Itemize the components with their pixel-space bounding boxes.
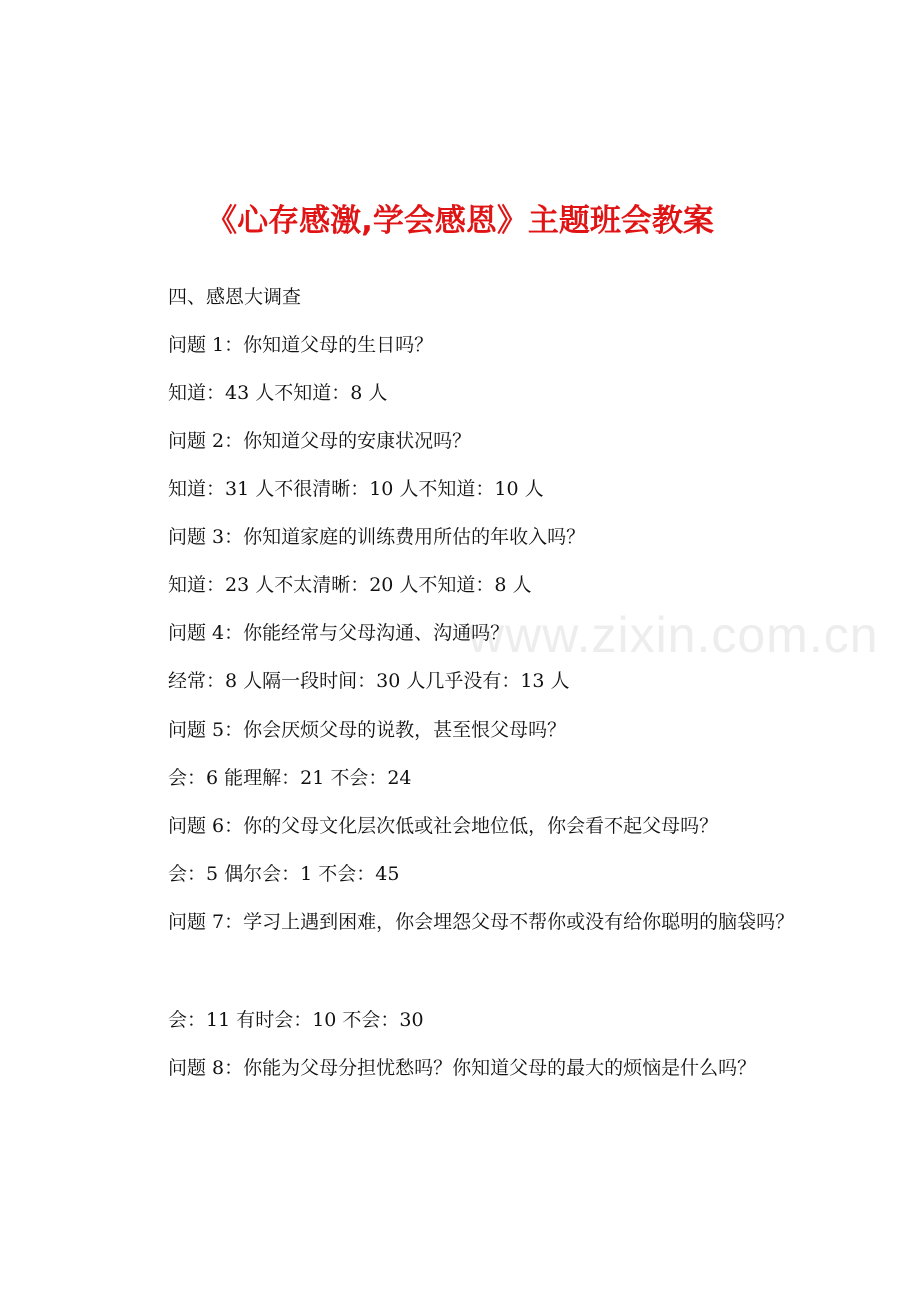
question-7: 问题 7：学习上遇到困难，你会埋怨父母不帮你或没有给你聪明的脑袋吗？ <box>168 911 795 933</box>
answer-2: 知道：31 人不很清晰：10 人不知道：10 人 <box>168 478 544 500</box>
answer-5: 会：6 能理解：21 不会：24 <box>168 767 412 789</box>
answer-1: 知道：43 人不知道：8 人 <box>168 382 388 404</box>
answer-7: 会：11 有时会：10 不会：30 <box>168 1009 424 1031</box>
question-6: 问题 6：你的父母文化层次低或社会地位低，你会看不起父母吗？ <box>168 815 719 837</box>
question-3: 问题 3：你知道家庭的训练费用所估的年收入吗？ <box>168 526 586 548</box>
watermark: www.zixin.com.cn <box>468 607 879 663</box>
question-8: 问题 8：你能为父母分担忧愁吗？你知道父母的最大的烦恼是什么吗？ <box>168 1057 757 1079</box>
question-5: 问题 5：你会厌烦父母的说教，甚至恨父母吗？ <box>168 719 567 741</box>
answer-6: 会：5 偶尔会：1 不会：45 <box>168 863 400 885</box>
question-2: 问题 2：你知道父母的安康状况吗？ <box>168 430 472 452</box>
answer-3: 知道：23 人不太清晰：20 人不知道：8 人 <box>168 574 532 596</box>
document-title: 《心存感激,学会感恩》主题班会教案 <box>206 203 714 239</box>
section-heading: 四、感恩大调查 <box>168 286 302 308</box>
answer-4: 经常：8 人隔一段时间：30 人几乎没有：13 人 <box>168 670 570 692</box>
question-1: 问题 1：你知道父母的生日吗？ <box>168 334 434 356</box>
question-4: 问题 4：你能经常与父母沟通、沟通吗？ <box>168 622 510 644</box>
